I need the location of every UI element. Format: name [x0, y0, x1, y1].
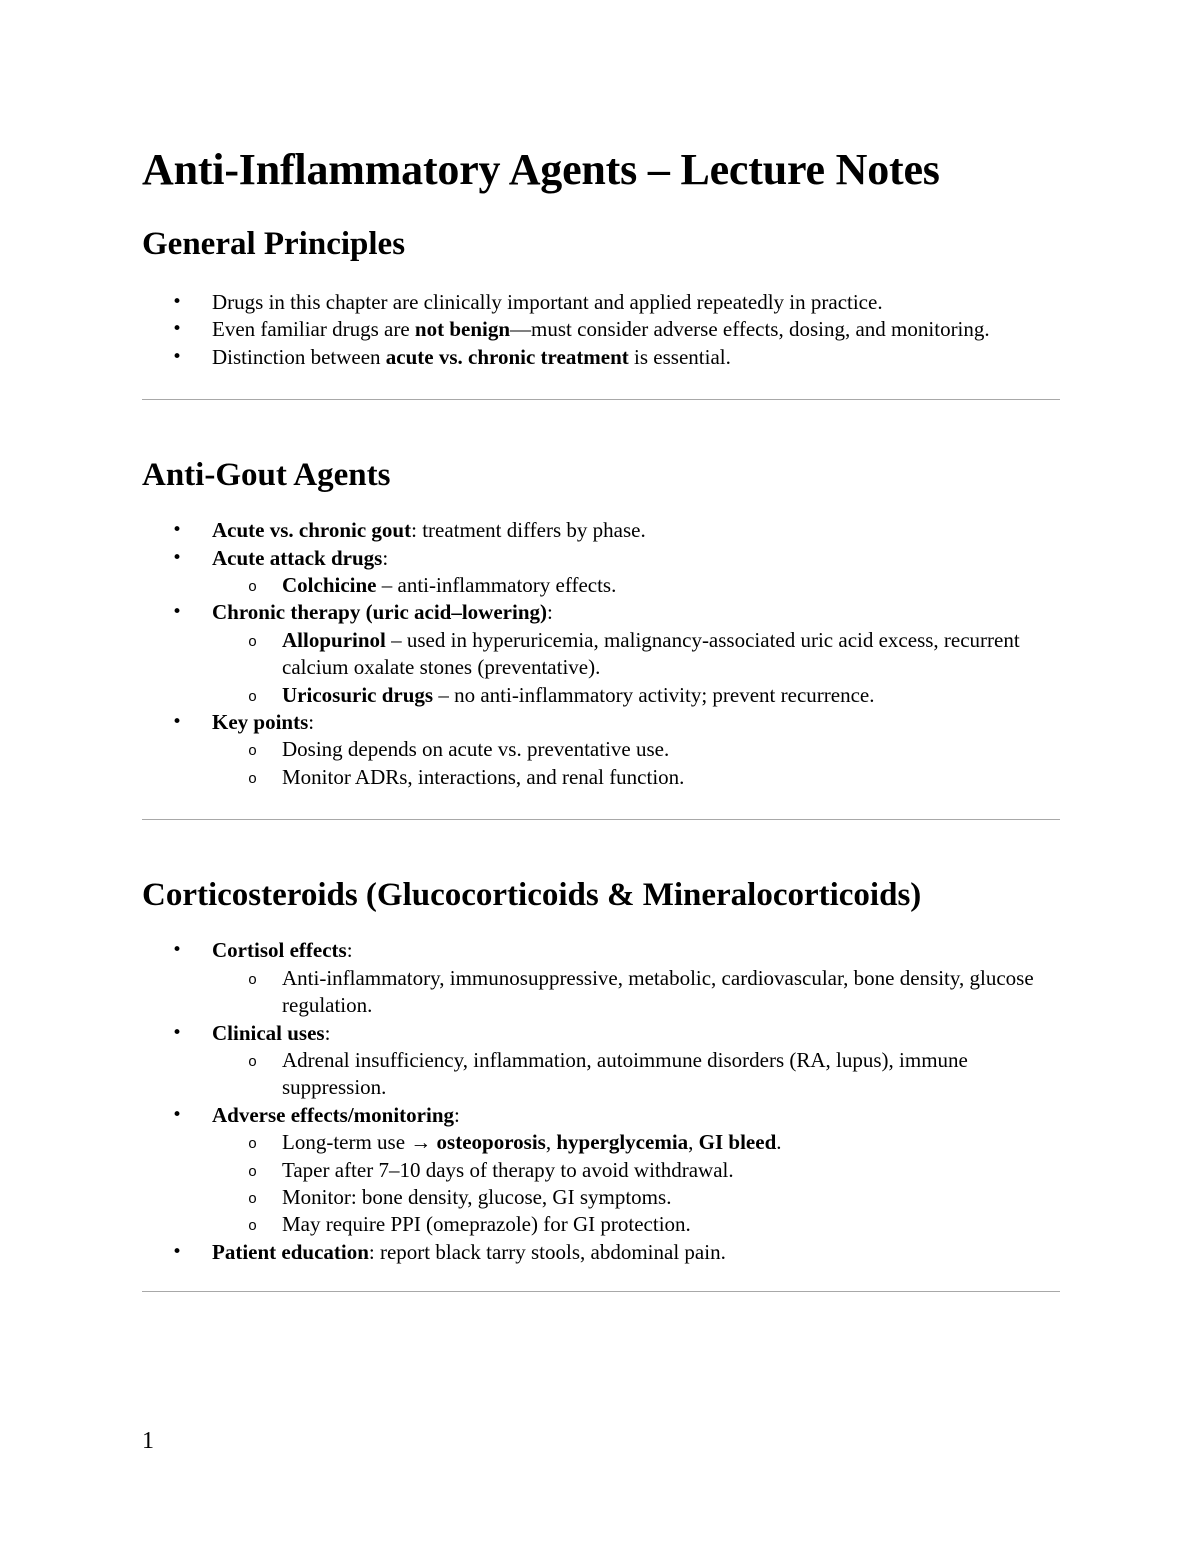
sub-list-item: o Monitor ADRs, interactions, and renal function. [212, 764, 1060, 791]
document-body [142, 140, 1060, 1292]
list-item: • Even familiar drugs are not benign—must consider adverse effects, dosing, and monitoring. [142, 316, 1060, 343]
list-item: • Acute attack drugs: o Colchicine – anti-inflammatory effects. [142, 545, 1060, 600]
section-divider [142, 1291, 1060, 1292]
page-number: 1 [142, 1428, 154, 1454]
corticosteroids-list [142, 937, 1060, 1266]
section-divider [142, 399, 1060, 400]
sub-list [212, 965, 1060, 1020]
section-heading-general-principles: General Principles [142, 226, 406, 262]
sub-list-item: o Anti-inflammatory, immunosuppressive, metabolic, cardiovascular, bone density, glucose regulation. [212, 965, 1060, 1020]
sub-list-item: o Allopurinol – used in hyperuricemia, malignancy-associated uric acid excess, recurrent calcium oxalate stones (preventative). [212, 627, 1060, 682]
sub-list-item: o May require PPI (omeprazole) for GI protection. [212, 1211, 1060, 1238]
sub-list-item: o Uricosuric drugs – no anti-inflammatory activity; prevent recurrence. [212, 682, 1060, 709]
list-item: • Adverse effects/monitoring: o Long-term use → osteoporosis, hyperglycemia, GI bleed. o Taper after 7–10 days of therapy to avoid withdrawal. o Monitor: bone density, glucose, GI symptoms. o May require PPI (omeprazole) for GI protection. [142, 1102, 1060, 1239]
list-item: • Drugs in this chapter are clinically important and applied repeatedly in practice. [142, 289, 1060, 316]
sub-list-item: o Adrenal insufficiency, inflammation, autoimmune disorders (RA, lupus), immune suppression. [212, 1047, 1060, 1102]
list-item: • Cortisol effects: o Anti-inflammatory, immunosuppressive, metabolic, cardiovascular, bone density, glucose regulation. [142, 937, 1060, 1019]
list-item: • Clinical uses: o Adrenal insufficiency, inflammation, autoimmune disorders (RA, lupus), immune suppression. [142, 1020, 1060, 1102]
sub-list-item: o Dosing depends on acute vs. preventative use. [212, 736, 1060, 763]
page-title: Anti-Inflammatory Agents – Lecture Notes [142, 145, 940, 194]
sub-list-item: o Colchicine – anti-inflammatory effects. [212, 572, 1060, 599]
list-item: • Key points: o Dosing depends on acute vs. preventative use. o Monitor ADRs, interactions, and renal function. [142, 709, 1060, 791]
sub-list-item: o Taper after 7–10 days of therapy to avoid withdrawal. [212, 1157, 1060, 1184]
sub-list [212, 1047, 1060, 1102]
list-item: • Distinction between acute vs. chronic treatment is essential. [142, 344, 1060, 371]
section-divider [142, 819, 1060, 820]
list-item: • Chronic therapy (uric acid–lowering): o Allopurinol – used in hyperuricemia, malignancy-associated uric acid excess, recurrent calcium oxalate stones (preventative). o Uricosuric drugs – no anti-inflammatory activity; prevent recurrence. [142, 599, 1060, 709]
list-item: • Acute vs. chronic gout: treatment differs by phase. [142, 517, 1060, 544]
sub-list [212, 1129, 1060, 1239]
section-heading-corticosteroids: Corticosteroids (Glucocorticoids & Mineralocorticoids) [142, 877, 922, 914]
sub-list-item: o Monitor: bone density, glucose, GI symptoms. [212, 1184, 1060, 1211]
list-item: • Patient education: report black tarry stools, abdominal pain. [142, 1239, 1060, 1266]
sub-list [212, 572, 1060, 599]
sub-list [212, 627, 1060, 709]
sub-list [212, 736, 1060, 791]
anti-gout-list [142, 517, 1060, 791]
general-principles-list [142, 289, 1060, 371]
sub-list-item: o Long-term use → osteoporosis, hyperglycemia, GI bleed. [212, 1129, 1060, 1156]
section-heading-anti-gout: Anti-Gout Agents [142, 457, 391, 494]
